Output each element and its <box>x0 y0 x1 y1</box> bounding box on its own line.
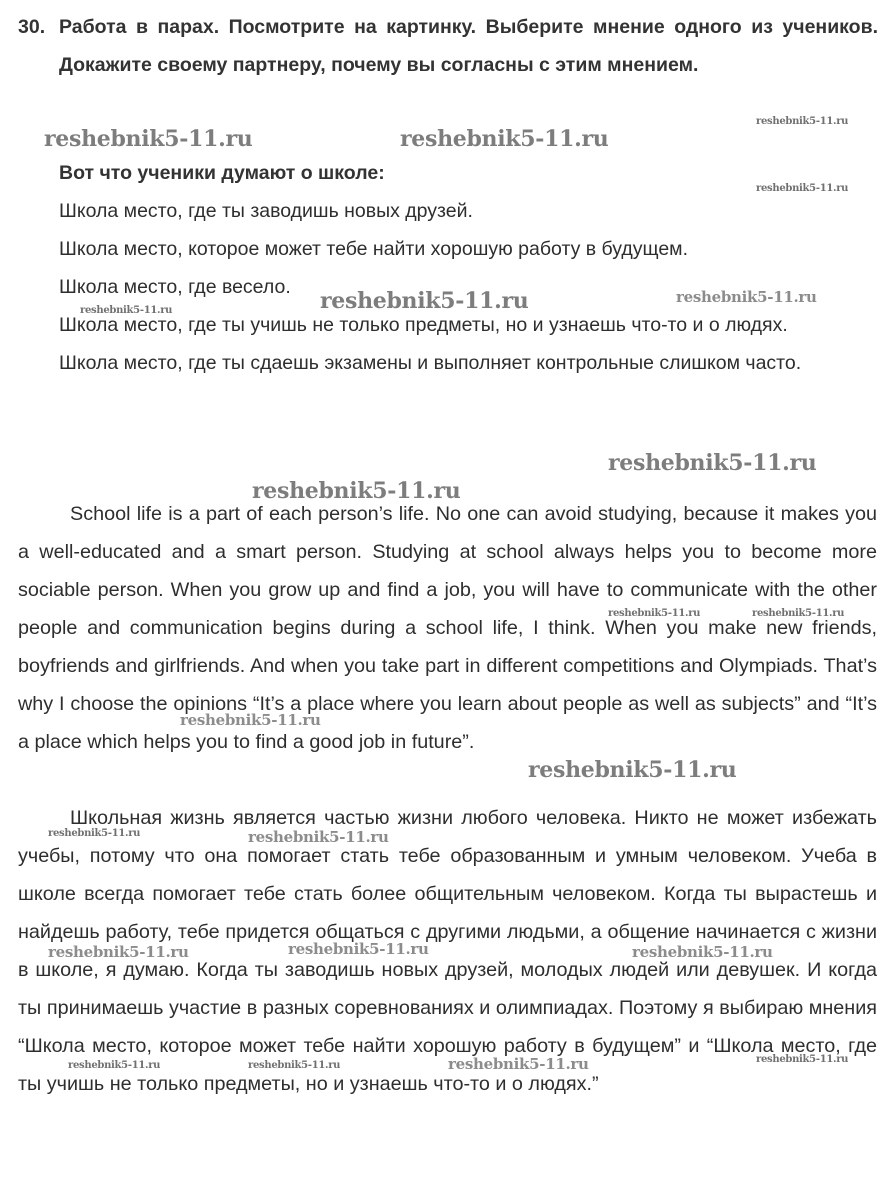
essay-english: School life is a part of each person’s life. No one can avoid studying, because it makes you a well-educated and a smart person. Studying at school always helps you to become more sociable person. When you grow up and find a job, you will have to communicate with the other people and communication begins during a school life, I think. When you make new friends, boyfriends and girlfriends. And when you take part in different competitions and Olympiads. That’s why I choose the opinions “It’s a place where you learn about people as well as subjects” and “It’s a place which helps you to find a good job in future”. <box>18 503 877 753</box>
watermark: reshebnik5-11.ru <box>400 126 609 152</box>
opinion-item: Школа место, где ты заводишь новых друзей. <box>59 200 473 222</box>
watermark: reshebnik5-11.ru <box>248 828 389 846</box>
opinions-list <box>59 192 877 382</box>
opinion-item: Школа место, где весело. <box>59 276 291 298</box>
watermark: reshebnik5-11.ru <box>676 288 817 306</box>
watermark: reshebnik5-11.ru <box>752 608 845 619</box>
watermark: reshebnik5-11.ru <box>68 1060 161 1071</box>
watermark: reshebnik5-11.ru <box>320 288 529 314</box>
opinion-item: Школа место, которое может тебе найти хорошую работу в будущем. <box>59 238 689 260</box>
watermark: reshebnik5-11.ru <box>48 828 141 839</box>
opinion-item: Школа место, где ты учишь не только предметы, но и узнаешь что-то и о людях. <box>59 314 788 336</box>
watermark: reshebnik5-11.ru <box>448 1055 589 1073</box>
watermark: reshebnik5-11.ru <box>528 757 737 783</box>
watermark: reshebnik5-11.ru <box>288 940 429 958</box>
task-number: 30. <box>18 16 46 38</box>
watermark: reshebnik5-11.ru <box>44 126 253 152</box>
watermark: reshebnik5-11.ru <box>756 1054 849 1065</box>
watermark: reshebnik5-11.ru <box>48 943 189 961</box>
task-instruction: Работа в парах. Посмотрите на картинку. Выберите мнение одного из учеников. Докажите своему партнеру, почему вы согласны с этим мнением. <box>59 16 878 76</box>
watermark: reshebnik5-11.ru <box>608 608 701 619</box>
watermark: reshebnik5-11.ru <box>756 183 849 194</box>
watermark: reshebnik5-11.ru <box>756 116 849 127</box>
essay-russian: Школьная жизнь является частью жизни любого человека. Никто не может избежать учебы, потому что она помогает стать тебе образованным и умным человеком. Учеба в школе всегда помогает тебе стать более общительным человеком. Когда ты вырастешь и найдешь работу, тебе придется общаться с другими людьми, а общение начинается с жизни в школе, я думаю. Когда ты заводишь новых друзей, молодых людей или девушек. И когда ты принимаешь участие в разных соревнованиях и олимпиадах. Поэтому я выбираю мнения “Школа место, которое может тебе найти хорошую работу в будущем” и “Школа место, где ты учишь не только предметы, но и узнаешь что-то и о людях.” <box>18 807 877 1095</box>
watermark: reshebnik5-11.ru <box>248 1060 341 1071</box>
opinion-item: Школа место, где ты сдаешь экзамены и выполняет контрольные слишком часто. <box>59 352 802 374</box>
opinions-title: Вот что ученики думают о школе: <box>59 162 385 184</box>
watermark: reshebnik5-11.ru <box>632 943 773 961</box>
watermark: reshebnik5-11.ru <box>80 305 173 316</box>
watermark: reshebnik5-11.ru <box>252 478 461 504</box>
watermark: reshebnik5-11.ru <box>180 711 321 729</box>
watermark: reshebnik5-11.ru <box>608 450 817 476</box>
task-heading <box>18 8 878 84</box>
